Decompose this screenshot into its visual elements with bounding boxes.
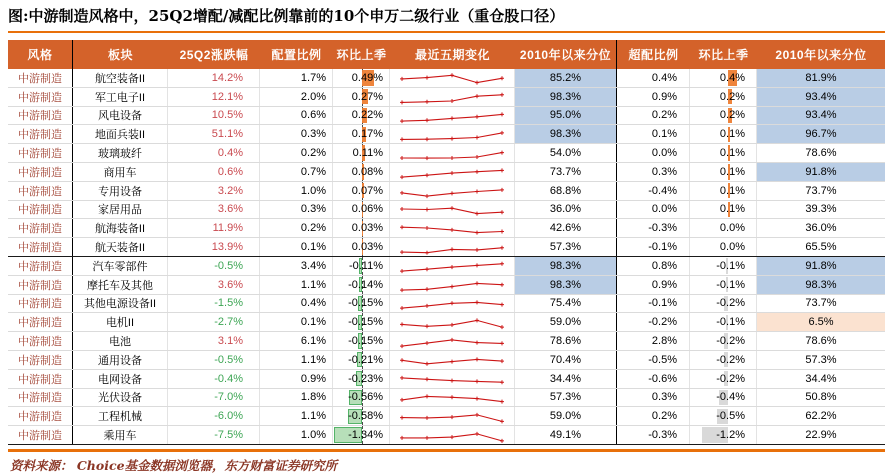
- cell-qoq: 0.27%: [333, 88, 390, 106]
- cell-over: 0.8%: [617, 257, 690, 275]
- cell-style: 中游制造: [8, 107, 73, 125]
- cell-over: 0.3%: [617, 163, 690, 181]
- cell-style: 中游制造: [8, 125, 73, 143]
- sparkline-chart: [392, 201, 512, 219]
- column-header-sector: 板块: [107, 48, 133, 62]
- cell-qoq: 0.06%: [333, 201, 390, 219]
- table-row: [8, 332, 885, 351]
- footer-rule: [8, 449, 885, 452]
- cell-spark: [390, 426, 515, 444]
- cell-chg: 3.1%: [168, 332, 260, 350]
- cell-over: 2.8%: [617, 332, 690, 350]
- sparkline-chart: [392, 351, 512, 369]
- cell-spark: [390, 182, 515, 200]
- sparkline-chart: [392, 276, 512, 294]
- cell-alloc: 0.1%: [260, 313, 333, 331]
- sparkline-chart: [392, 295, 512, 313]
- sparkline-chart: [392, 426, 512, 444]
- cell-spark: [390, 201, 515, 219]
- cell-sector: 通用设备: [73, 351, 168, 369]
- column-header-over: 超配比例: [628, 48, 679, 62]
- table-row: [8, 125, 885, 144]
- table-row: [8, 182, 885, 201]
- cell-qoq: -0.15%: [333, 313, 390, 331]
- cell-pct2: 91.8%: [757, 257, 885, 275]
- cell-style: 中游制造: [8, 351, 73, 369]
- figure-title: 图:中游制造风格中，25Q2增配/减配比例靠前的10个申万二级行业（重仓股口径）: [8, 7, 565, 25]
- cell-qoq: -0.58%: [333, 407, 390, 425]
- sparkline-chart: [392, 88, 512, 106]
- cell-chg: 12.1%: [168, 88, 260, 106]
- cell-pct2: 62.2%: [805, 410, 837, 423]
- sparkline-chart: [392, 389, 512, 407]
- cell-over: 0.4%: [617, 69, 690, 87]
- cell-over: 0.9%: [617, 88, 690, 106]
- cell-pct1: 98.3%: [515, 276, 617, 294]
- cell-style: 中游制造: [8, 313, 73, 331]
- table-row: [8, 88, 885, 107]
- cell-alloc: 0.6%: [260, 107, 333, 125]
- sparkline-chart: [392, 125, 512, 143]
- cell-qoq2: 0.1%: [690, 182, 757, 200]
- cell-qoq: -0.23%: [333, 370, 390, 388]
- sparkline-chart: [392, 407, 512, 425]
- cell-spark: [390, 370, 515, 388]
- cell-qoq: 0.22%: [333, 107, 390, 125]
- cell-pct1: 75.4%: [515, 295, 617, 313]
- cell-chg: -0.5%: [168, 257, 260, 275]
- cell-qoq2: 0.1%: [690, 163, 757, 181]
- cell-alloc: 0.3%: [260, 201, 333, 219]
- cell-spark: [390, 219, 515, 237]
- cell-pct1: 54.0%: [515, 144, 617, 162]
- cell-qoq2: 0.4%: [690, 69, 757, 87]
- cell-alloc: 1.0%: [260, 182, 333, 200]
- cell-alloc: 1.7%: [260, 69, 333, 87]
- cell-qoq2: 0.0%: [690, 238, 757, 256]
- cell-over: -0.4%: [617, 182, 690, 200]
- sparkline-chart: [392, 313, 512, 331]
- cell-over: -0.6%: [617, 370, 690, 388]
- cell-qoq2: -0.2%: [690, 370, 757, 388]
- cell-qoq2: -0.4%: [690, 389, 757, 407]
- cell-spark: [390, 107, 515, 125]
- cell-pct2: 81.9%: [757, 69, 885, 87]
- cell-sector: 航空装备II: [73, 69, 168, 87]
- column-header-qoq2: 环比上季: [698, 48, 749, 62]
- cell-pct2: 93.4%: [757, 107, 885, 125]
- cell-pct2: 6.5%: [757, 313, 885, 331]
- cell-sector: 商用车: [73, 163, 168, 181]
- table-row: [8, 219, 885, 238]
- cell-over: 0.2%: [617, 407, 690, 425]
- cell-pct2: 98.3%: [757, 276, 885, 294]
- cell-alloc: 1.0%: [260, 426, 333, 444]
- cell-qoq: 0.17%: [333, 125, 390, 143]
- table-row: [8, 407, 885, 426]
- cell-over: -0.2%: [617, 313, 690, 331]
- table-body: [8, 69, 885, 445]
- sparkline-chart: [392, 332, 512, 350]
- cell-over: 0.2%: [617, 107, 690, 125]
- cell-over: 0.9%: [617, 276, 690, 294]
- cell-sector: 地面兵装II: [73, 125, 168, 143]
- table-row: [8, 238, 885, 257]
- cell-qoq2: -0.2%: [690, 332, 757, 350]
- cell-spark: [390, 332, 515, 350]
- cell-style: 中游制造: [8, 389, 73, 407]
- cell-chg: 0.6%: [168, 163, 260, 181]
- cell-alloc: 0.2%: [260, 144, 333, 162]
- cell-sector: 汽车零部件: [73, 257, 168, 275]
- cell-style: 中游制造: [8, 88, 73, 106]
- cell-spark: [390, 276, 515, 294]
- cell-over: -0.1%: [617, 295, 690, 313]
- sparkline-chart: [392, 370, 512, 388]
- cell-style: 中游制造: [8, 276, 73, 294]
- cell-alloc: 3.4%: [260, 257, 333, 275]
- cell-pct2: 50.8%: [805, 391, 837, 404]
- cell-chg: 3.6%: [168, 276, 260, 294]
- cell-pct1: 42.6%: [515, 219, 617, 237]
- cell-spark: [390, 389, 515, 407]
- table-row: [8, 144, 885, 163]
- table-header-row: [8, 40, 885, 69]
- cell-pct2: 73.7%: [805, 184, 837, 197]
- cell-spark: [390, 125, 515, 143]
- cell-over: 0.1%: [617, 125, 690, 143]
- cell-chg: -0.5%: [168, 351, 260, 369]
- cell-pct1: 78.6%: [515, 332, 617, 350]
- cell-qoq: -0.15%: [333, 295, 390, 313]
- cell-chg: 3.6%: [168, 201, 260, 219]
- column-header-spark: 最近五期变化: [414, 48, 490, 62]
- table-row: [8, 389, 885, 408]
- cell-pct2: 93.4%: [757, 88, 885, 106]
- cell-qoq: -0.21%: [333, 351, 390, 369]
- cell-pct2: 78.6%: [805, 147, 837, 160]
- cell-pct1: 98.3%: [515, 257, 617, 275]
- cell-chg: 13.9%: [168, 238, 260, 256]
- cell-spark: [390, 238, 515, 256]
- cell-spark: [390, 144, 515, 162]
- cell-over: -0.1%: [617, 238, 690, 256]
- cell-pct2: 39.3%: [805, 203, 837, 216]
- cell-pct1: 85.2%: [515, 69, 617, 87]
- cell-chg: 11.9%: [168, 219, 260, 237]
- cell-style: 中游制造: [8, 69, 73, 87]
- cell-pct2: 73.7%: [805, 297, 837, 310]
- cell-sector: 摩托车及其他: [73, 276, 168, 294]
- cell-qoq2: 0.1%: [690, 201, 757, 219]
- cell-sector: 光伏设备: [73, 389, 168, 407]
- cell-style: 中游制造: [8, 219, 73, 237]
- column-header-style: 风格: [8, 40, 73, 69]
- sparkline-chart: [392, 163, 512, 181]
- cell-style: 中游制造: [8, 295, 73, 313]
- cell-pct2: 22.9%: [805, 429, 837, 442]
- cell-alloc: 1.8%: [260, 389, 333, 407]
- cell-qoq: 0.08%: [333, 163, 390, 181]
- cell-qoq: -0.15%: [333, 332, 390, 350]
- cell-pct1: 70.4%: [515, 351, 617, 369]
- cell-pct1: 34.4%: [515, 370, 617, 388]
- cell-pct2: 36.0%: [805, 222, 837, 235]
- cell-chg: 51.1%: [168, 125, 260, 143]
- table-row: [8, 351, 885, 370]
- cell-alloc: 0.4%: [260, 295, 333, 313]
- cell-chg: 0.4%: [168, 144, 260, 162]
- cell-style: 中游制造: [8, 182, 73, 200]
- cell-style: 中游制造: [8, 426, 73, 444]
- table-row: [8, 313, 885, 332]
- cell-alloc: 0.1%: [260, 238, 333, 256]
- cell-style: 中游制造: [8, 407, 73, 425]
- table-row: [8, 257, 885, 276]
- cell-pct1: 68.8%: [515, 182, 617, 200]
- cell-style: 中游制造: [8, 144, 73, 162]
- cell-over: -0.3%: [617, 219, 690, 237]
- cell-sector: 军工电子II: [73, 88, 168, 106]
- cell-sector: 玻璃玻纤: [73, 144, 168, 162]
- cell-alloc: 0.3%: [260, 125, 333, 143]
- sparkline-chart: [392, 257, 512, 275]
- cell-sector: 电池: [73, 332, 168, 350]
- cell-over: -0.5%: [617, 351, 690, 369]
- cell-chg: -0.4%: [168, 370, 260, 388]
- cell-qoq: 0.03%: [333, 219, 390, 237]
- cell-alloc: 0.2%: [260, 219, 333, 237]
- cell-qoq2: -0.1%: [690, 257, 757, 275]
- cell-qoq: 0.07%: [333, 182, 390, 200]
- cell-pct1: 57.3%: [515, 238, 617, 256]
- cell-sector: 航天装备II: [73, 238, 168, 256]
- cell-qoq2: -0.2%: [690, 295, 757, 313]
- cell-style: 中游制造: [8, 163, 73, 181]
- table-row: [8, 370, 885, 389]
- table-row: [8, 201, 885, 220]
- sparkline-chart: [392, 69, 512, 87]
- cell-sector: 专用设备: [73, 182, 168, 200]
- cell-style: 中游制造: [8, 201, 73, 219]
- cell-spark: [390, 351, 515, 369]
- cell-sector: 风电设备: [73, 107, 168, 125]
- table-row: [8, 276, 885, 295]
- cell-chg: 3.2%: [168, 182, 260, 200]
- cell-chg: -2.7%: [168, 313, 260, 331]
- cell-spark: [390, 69, 515, 87]
- cell-pct2: 34.4%: [805, 372, 837, 385]
- sparkline-chart: [392, 182, 512, 200]
- cell-pct1: 59.0%: [515, 407, 617, 425]
- cell-qoq2: -1.2%: [690, 426, 757, 444]
- source-note: 资料来源： Choice基金数据浏览器，东方财富证券研究所: [10, 458, 338, 473]
- cell-qoq2: -0.2%: [690, 351, 757, 369]
- cell-alloc: 1.1%: [260, 407, 333, 425]
- cell-spark: [390, 295, 515, 313]
- cell-qoq2: 0.2%: [690, 107, 757, 125]
- column-header-pct2: 2010年以来分位: [775, 48, 867, 62]
- cell-spark: [390, 163, 515, 181]
- cell-qoq: -0.56%: [333, 389, 390, 407]
- cell-alloc: 2.0%: [260, 88, 333, 106]
- cell-chg: 14.2%: [168, 69, 260, 87]
- cell-pct1: 49.1%: [515, 426, 617, 444]
- cell-over: 0.0%: [617, 201, 690, 219]
- cell-alloc: 6.1%: [260, 332, 333, 350]
- cell-spark: [390, 407, 515, 425]
- cell-qoq2: 0.1%: [690, 144, 757, 162]
- cell-pct1: 98.3%: [515, 88, 617, 106]
- column-header-alloc: 配置比例: [271, 48, 322, 62]
- cell-qoq2: -0.1%: [690, 276, 757, 294]
- cell-qoq: -1.34%: [333, 426, 390, 444]
- column-header-chg: 25Q2涨跌幅: [179, 48, 249, 62]
- sparkline-chart: [392, 107, 512, 125]
- data-table: [8, 40, 885, 445]
- cell-qoq2: -0.5%: [690, 407, 757, 425]
- cell-pct1: 73.7%: [515, 163, 617, 181]
- table-row: [8, 69, 885, 88]
- sparkline-chart: [392, 238, 512, 256]
- cell-qoq2: 0.1%: [690, 125, 757, 143]
- cell-qoq2: 0.2%: [690, 88, 757, 106]
- cell-pct1: 95.0%: [515, 107, 617, 125]
- cell-sector: 工程机械: [73, 407, 168, 425]
- cell-chg: -6.0%: [168, 407, 260, 425]
- cell-pct2: 57.3%: [805, 353, 837, 366]
- column-header-pct1: 2010年以来分位: [515, 40, 617, 69]
- cell-spark: [390, 88, 515, 106]
- sparkline-chart: [392, 144, 512, 162]
- cell-alloc: 0.7%: [260, 163, 333, 181]
- title-underline: [8, 31, 885, 33]
- table-row: [8, 107, 885, 126]
- cell-chg: -1.5%: [168, 295, 260, 313]
- cell-sector: 航海装备II: [73, 219, 168, 237]
- cell-chg: -7.0%: [168, 389, 260, 407]
- cell-qoq: 0.11%: [333, 144, 390, 162]
- table-row: [8, 163, 885, 182]
- cell-over: 0.0%: [617, 144, 690, 162]
- cell-alloc: 1.1%: [260, 276, 333, 294]
- table-row: [8, 426, 885, 445]
- cell-spark: [390, 257, 515, 275]
- cell-sector: 家居用品: [73, 201, 168, 219]
- cell-qoq: 0.49%: [333, 69, 390, 87]
- cell-pct1: 57.3%: [515, 389, 617, 407]
- cell-over: -0.3%: [617, 426, 690, 444]
- cell-style: 中游制造: [8, 332, 73, 350]
- cell-chg: -7.5%: [168, 426, 260, 444]
- cell-pct1: 98.3%: [515, 125, 617, 143]
- cell-alloc: 0.9%: [260, 370, 333, 388]
- cell-pct2: 65.5%: [805, 241, 837, 254]
- cell-pct2: 96.7%: [757, 125, 885, 143]
- cell-sector: 电机II: [73, 313, 168, 331]
- cell-spark: [390, 313, 515, 331]
- cell-style: 中游制造: [8, 370, 73, 388]
- cell-style: 中游制造: [8, 238, 73, 256]
- cell-pct2: 78.6%: [805, 335, 837, 348]
- cell-sector: 电网设备: [73, 370, 168, 388]
- cell-qoq2: 0.0%: [690, 219, 757, 237]
- cell-style: 中游制造: [8, 257, 73, 275]
- cell-pct2: 91.8%: [757, 163, 885, 181]
- cell-over: 0.3%: [617, 389, 690, 407]
- cell-pct1: 59.0%: [515, 313, 617, 331]
- cell-sector: 其他电源设备II: [73, 295, 168, 313]
- cell-qoq: -0.14%: [333, 276, 390, 294]
- cell-pct1: 36.0%: [515, 201, 617, 219]
- cell-qoq2: -0.1%: [690, 313, 757, 331]
- cell-sector: 乘用车: [73, 426, 168, 444]
- cell-alloc: 1.1%: [260, 351, 333, 369]
- column-header-qoq: 环比上季: [336, 48, 387, 62]
- sparkline-chart: [392, 219, 512, 237]
- cell-qoq: 0.03%: [333, 238, 390, 256]
- cell-chg: 10.5%: [168, 107, 260, 125]
- cell-qoq: -0.11%: [333, 257, 390, 275]
- table-row: [8, 295, 885, 314]
